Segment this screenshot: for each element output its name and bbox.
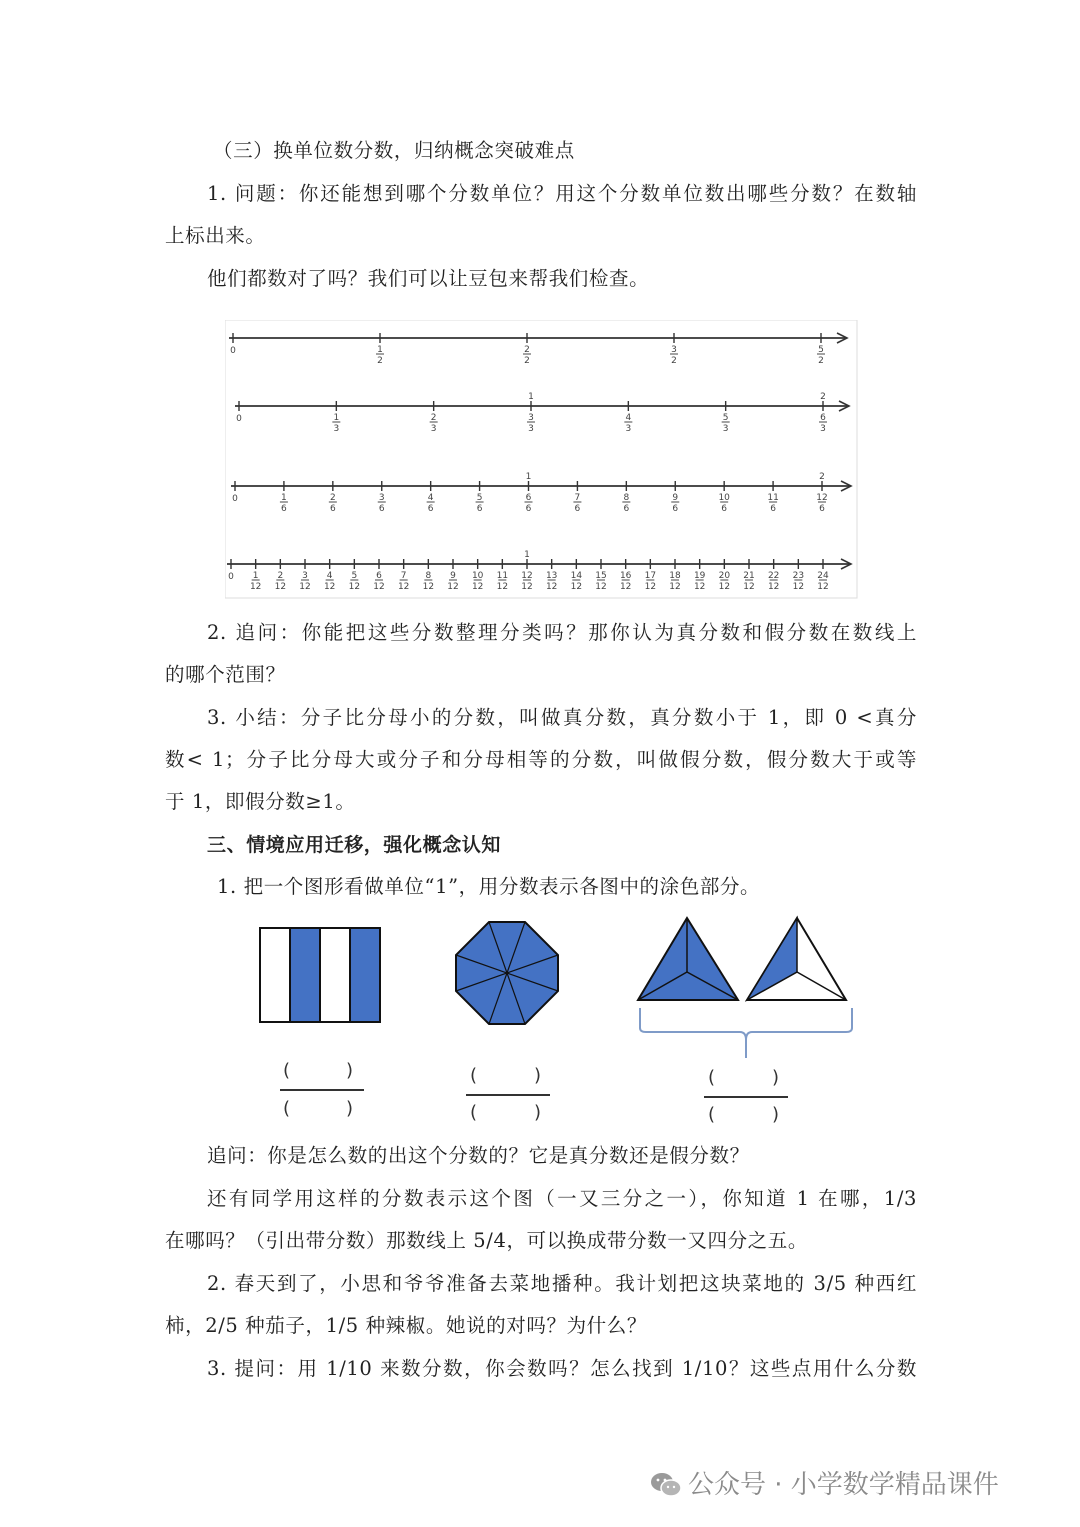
tick-denominator-thirds-3: 3: [528, 424, 534, 434]
section-3-question-3: 3. 提问：用 1/10 来数分数，你会数吗？怎么找到 1/10？这些点用什么分数: [207, 1357, 917, 1380]
tick-numerator-twelfths-10: 10: [471, 571, 484, 581]
tick-numerator-twelfths-17: 17: [644, 571, 657, 581]
tick-denominator-twelfths-1: 12: [249, 582, 262, 592]
tick-denominator-halves-1: 2: [377, 356, 383, 366]
tick-denominator-twelfths-22: 12: [767, 582, 780, 592]
number-lines-figure: [225, 320, 865, 600]
tick-denominator-twelfths-16: 12: [619, 582, 632, 592]
tick-numerator-twelfths-19: 19: [693, 571, 706, 581]
tick-denominator-twelfths-15: 12: [595, 582, 607, 592]
tick-numerator-twelfths-11: 11: [496, 571, 509, 581]
tick-denominator-sixths-6: 6: [525, 504, 532, 514]
section-3-question-2-line-1: 2. 春天到了，小思和爷爷准备去菜地播种。我计划把这块菜地的 3/5 种西红: [207, 1272, 917, 1295]
tick-denominator-thirds-6: 3: [820, 424, 826, 434]
tick-denominator-sixths-9: 6: [672, 504, 679, 514]
summary-line-2: 数< 1；分子比分母大或分子和分母相等的分数，叫做假分数，假分数大于或等: [165, 748, 917, 771]
tick-whole-sixths-12: 2: [819, 472, 825, 482]
tick-numerator-sixths-2: 2: [329, 493, 336, 503]
tick-whole-sixths-6: 1: [525, 472, 532, 482]
tick-denominator-thirds-2: 3: [430, 424, 437, 434]
tick-denominator-twelfths-21: 12: [743, 582, 755, 592]
tick-denominator-sixths-7: 6: [574, 504, 581, 514]
tick-label-halves-0: 0: [230, 346, 236, 356]
tick-numerator-sixths-7: 7: [574, 493, 581, 503]
tick-numerator-twelfths-21: 21: [743, 571, 755, 581]
tick-denominator-twelfths-23: 12: [792, 582, 805, 592]
tick-numerator-twelfths-9: 9: [450, 571, 456, 581]
section-heading-3: （三）换单位数分数，归纳概念突破难点: [213, 139, 575, 162]
tick-denominator-twelfths-14: 12: [570, 582, 583, 592]
tick-denominator-twelfths-13: 12: [545, 582, 558, 592]
tick-denominator-twelfths-24: 12: [817, 582, 829, 592]
tick-denominator-sixths-11: 6: [770, 504, 776, 514]
tick-denominator-twelfths-10: 12: [471, 582, 484, 592]
tick-label-twelfths-0: 0: [228, 572, 234, 582]
question-2-line-1: 2. 追问：你能把这些分数整理分类吗？那你认为真分数和假分数在数线上: [207, 621, 917, 644]
tick-numerator-twelfths-15: 15: [595, 571, 607, 581]
tick-numerator-sixths-9: 9: [672, 493, 679, 503]
tick-numerator-twelfths-14: 14: [570, 571, 583, 581]
followup-question: 追问：你是怎么数的出这个分数的？它是真分数还是假分数？: [207, 1144, 750, 1167]
tick-numerator-sixths-11: 11: [767, 493, 779, 503]
tick-numerator-sixths-10: 10: [718, 493, 730, 503]
tick-denominator-twelfths-17: 12: [644, 582, 657, 592]
tick-numerator-twelfths-20: 20: [718, 571, 731, 581]
tick-numerator-thirds-5: 5: [722, 413, 729, 423]
tick-denominator-thirds-5: 3: [722, 424, 729, 434]
tick-numerator-twelfths-22: 22: [767, 571, 780, 581]
tick-whole-thirds-3: 1: [528, 392, 534, 402]
tick-numerator-twelfths-13: 13: [545, 571, 558, 581]
octagon-figure: [452, 918, 562, 1028]
tick-numerator-sixths-12: 12: [816, 493, 828, 503]
wechat-icon: [650, 1471, 682, 1499]
tick-numerator-thirds-3: 3: [528, 413, 534, 423]
question-1-line-2: 上标出来。: [165, 224, 266, 247]
tick-numerator-twelfths-5: 5: [351, 571, 358, 581]
tick-numerator-halves-1: 1: [377, 345, 383, 355]
tick-denominator-twelfths-6: 12: [373, 582, 385, 592]
tick-numerator-sixths-5: 5: [476, 493, 483, 503]
tick-denominator-sixths-4: 6: [427, 504, 434, 514]
tick-denominator-halves-2: 2: [524, 356, 530, 366]
question-1-line-1: 1. 问题：你还能想到哪个分数单位？用这个分数单位数出哪些分数？在数轴: [207, 182, 917, 205]
section-3-question-2-line-2: 柿，2/5 种茄子，1/5 种辣椒。她说的对吗？为什么？: [165, 1314, 647, 1337]
tick-denominator-thirds-4: 3: [625, 424, 632, 434]
question-2-line-2: 的哪个范围？: [165, 663, 286, 686]
tick-numerator-twelfths-2: 2: [277, 571, 284, 581]
tick-numerator-sixths-8: 8: [623, 493, 630, 503]
tick-denominator-twelfths-12: 12: [521, 582, 533, 592]
summary-line-1: 3. 小结：分子比分母小的分数，叫做真分数，真分数小于 1，即 0 <真分: [207, 706, 917, 729]
tick-denominator-twelfths-3: 12: [299, 582, 311, 592]
tick-denominator-twelfths-7: 12: [397, 582, 410, 592]
tick-numerator-sixths-3: 3: [378, 493, 385, 503]
tick-denominator-sixths-5: 6: [476, 504, 483, 514]
section-3-question-1: 1. 把一个图形看做单位“1”，用分数表示各图中的涂色部分。: [217, 875, 761, 898]
tick-denominator-sixths-3: 6: [378, 504, 385, 514]
triangles-figure: [632, 912, 862, 1062]
watermark-text: 公众号 · 小学数学精品课件: [688, 1470, 999, 1500]
watermark: [650, 1465, 1050, 1505]
tick-denominator-halves-3: 2: [671, 356, 677, 366]
tick-denominator-twelfths-19: 12: [693, 582, 706, 592]
tick-denominator-twelfths-20: 12: [718, 582, 731, 592]
mixed-number-line-2: 在哪吗？（引出带分数）那数线上 5/4，可以换成带分数一又四分之五。: [165, 1229, 808, 1252]
tick-numerator-twelfths-7: 7: [400, 571, 407, 581]
tick-numerator-halves-2: 2: [524, 345, 530, 355]
tick-numerator-thirds-6: 6: [820, 413, 826, 423]
tick-label-sixths-0: 0: [232, 494, 238, 504]
tick-numerator-thirds-2: 2: [430, 413, 437, 423]
tick-denominator-sixths-1: 6: [281, 504, 287, 514]
tick-numerator-twelfths-4: 4: [326, 571, 333, 581]
tick-numerator-halves-4: 5: [818, 345, 824, 355]
tick-numerator-sixths-6: 6: [525, 493, 532, 503]
tick-numerator-thirds-4: 4: [625, 413, 632, 423]
section-3-heading: 三、情境应用迁移，强化概念认知: [207, 834, 502, 856]
tick-denominator-sixths-8: 6: [623, 504, 630, 514]
tick-numerator-twelfths-3: 3: [302, 571, 308, 581]
tick-denominator-twelfths-4: 12: [323, 582, 336, 592]
tick-label-thirds-0: 0: [236, 414, 242, 424]
tick-numerator-twelfths-18: 18: [669, 571, 681, 581]
tick-whole-thirds-6: 2: [820, 392, 826, 402]
tick-numerator-thirds-1: 1: [333, 413, 340, 423]
tick-numerator-twelfths-1: 1: [252, 571, 259, 581]
rectangle-figure: [258, 926, 384, 1024]
tick-denominator-sixths-12: 6: [819, 504, 825, 514]
tick-denominator-halves-4: 2: [818, 356, 824, 366]
tick-denominator-twelfths-9: 12: [447, 582, 459, 592]
tick-denominator-twelfths-5: 12: [348, 582, 361, 592]
tick-numerator-twelfths-16: 16: [619, 571, 632, 581]
check-paragraph: 他们都数对了吗？我们可以让豆包来帮我们检查。: [207, 267, 650, 290]
tick-denominator-thirds-1: 3: [333, 424, 340, 434]
tick-numerator-twelfths-8: 8: [425, 571, 432, 581]
tick-denominator-twelfths-11: 12: [496, 582, 509, 592]
tick-numerator-twelfths-24: 24: [817, 571, 829, 581]
tick-numerator-twelfths-12: 12: [521, 571, 533, 581]
tick-numerator-sixths-4: 4: [427, 493, 434, 503]
summary-line-3: 于 1，即假分数≥1。: [165, 790, 356, 813]
tick-numerator-twelfths-23: 23: [792, 571, 805, 581]
tick-numerator-twelfths-6: 6: [376, 571, 382, 581]
tick-denominator-twelfths-8: 12: [422, 582, 435, 592]
tick-denominator-twelfths-18: 12: [669, 582, 681, 592]
tick-denominator-twelfths-2: 12: [274, 582, 287, 592]
tick-numerator-sixths-1: 1: [281, 493, 287, 503]
tick-numerator-halves-3: 3: [671, 345, 677, 355]
tick-whole-twelfths-12: 1: [524, 550, 530, 560]
mixed-number-line-1: 还有同学用这样的分数表示这个图（一又三分之一），你知道 1 在哪，1/3: [207, 1187, 917, 1210]
tick-denominator-sixths-2: 6: [329, 504, 336, 514]
tick-denominator-sixths-10: 6: [721, 504, 728, 514]
